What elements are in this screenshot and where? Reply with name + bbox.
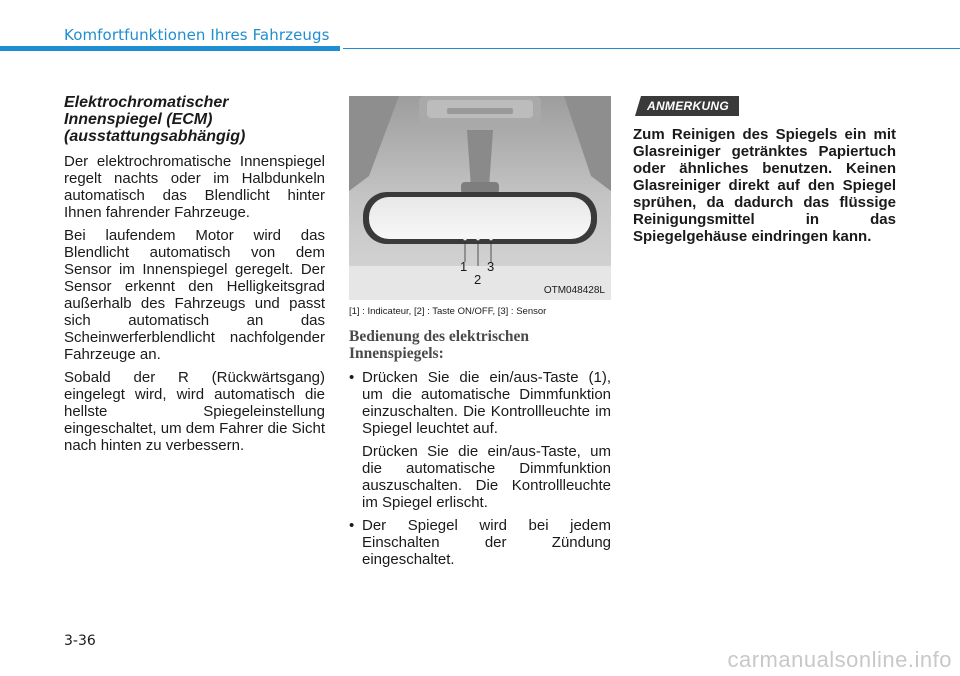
mirror-figure: [349, 96, 611, 300]
section-header-title: Komfortfunktionen Ihres Fahrzeugs: [64, 26, 330, 44]
figure-label-2: 2: [474, 272, 482, 287]
figure-label-3: 3: [487, 259, 495, 274]
bullet-dot: •: [349, 517, 355, 534]
figure-code: OTM048428L: [543, 285, 605, 296]
list-item: [349, 369, 611, 437]
note-badge-wrap: [633, 96, 896, 116]
note-badge: ANMERKUNG: [641, 96, 739, 116]
section-title-line: (ausstattungsabhängig): [64, 128, 246, 145]
list-item-text: Drücken Sie die ein/aus-Taste (1), um die automatische Dimmfunktion einzuschalten. Die Kontrollleuchte im Spiegel leuchtet auf.: [362, 369, 611, 437]
operation-title-line: Bedienung des elektrischen: [349, 328, 529, 345]
section-title: [64, 94, 325, 145]
note-text: Zum Reinigen des Spiegels ein mit Glasreiniger getränktes Papiertuch oder ähnliches benutzen. Keinen Glasreiniger direkt auf den Spiegel sprühen, da dadurch das flüssige Reinigungsmittel in das Spiegelgehäuse eindringen kann.: [633, 126, 896, 245]
bullet-dot: •: [349, 369, 355, 386]
list-item-text: Der Spiegel wird bei jedem Einschalten der Zündung eingeschaltet.: [362, 517, 611, 568]
header-rule-thin: [343, 48, 960, 49]
figure-caption: [1] : Indicateur, [2] : Taste ON/OFF, [3] : Sensor: [349, 306, 547, 317]
list-item-continuation: Drücken Sie die ein/aus-Taste, um die automatische Dimmfunktion auszuschalten. Die Kontrollleuchte im Spiegel erlischt.: [362, 443, 611, 511]
section-title-line: Innenspiegel (ECM): [64, 111, 213, 128]
list-item: [349, 517, 611, 568]
paragraph: Bei laufendem Motor wird das Blendlicht automatisch von dem Sensor im Innenspiegel geregelt. Der Sensor erkennt den Helligkeitsgrad außerhalb des Fahrzeugs und passt sich automatisch an das Scheinwerferblendlicht nachfolgender Fahrzeuge an.: [64, 227, 325, 363]
mirror-illustration: [349, 96, 611, 300]
operation-title-line: Innenspiegels:: [349, 345, 444, 362]
section-title-line: Elektrochromatischer: [64, 94, 229, 111]
column-left: [64, 94, 325, 460]
paragraph: Der elektrochromatische Innenspiegel regelt nachts oder im Halbdunkeln automatisch das Blendlicht hinter Ihnen fahrender Fahrzeuge.: [64, 153, 325, 221]
figure-label-1: 1: [460, 259, 468, 274]
page-number: 3-36: [64, 633, 96, 649]
operation-title: [349, 328, 611, 362]
paragraph: Sobald der R (Rückwärtsgang) eingelegt wird, wird automatisch die hellste Spiegeleinstellung eingeschaltet, um dem Fahrer die Sicht nach hinten zu verbessern.: [64, 369, 325, 454]
column-right: [633, 96, 896, 245]
watermark: carmanualsonline.info: [727, 647, 952, 672]
column-middle: [349, 96, 611, 574]
header-rule-thick: [0, 46, 340, 51]
